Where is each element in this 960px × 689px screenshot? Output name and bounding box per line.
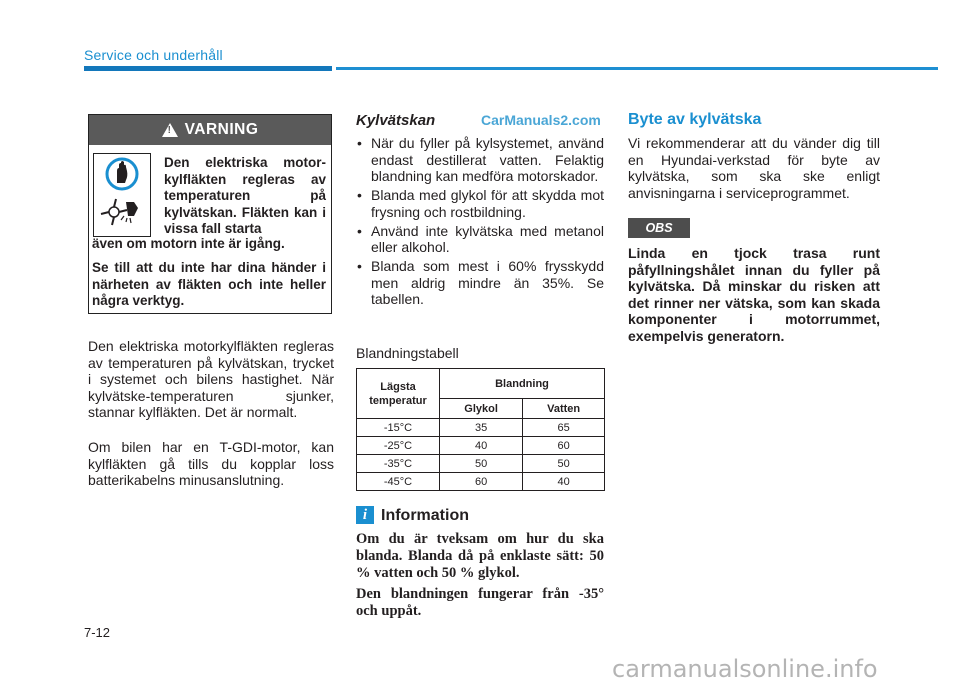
table-cell-temp: -15°C: [357, 419, 440, 437]
table-cell-temp: -35°C: [357, 455, 440, 473]
warning-icons-box: [93, 153, 151, 237]
warning-heading: VARNING: [184, 121, 259, 138]
table-row: [357, 473, 605, 491]
warning-second-paragraph: Se till att du inte har dina händer i närheten av fläkten och inte heller några verktyg.: [92, 260, 326, 308]
table-cell-glycol: 40: [440, 437, 523, 455]
info-title: Information: [381, 507, 469, 524]
table-header-glycol: Glykol: [440, 399, 523, 419]
coolant-bullet: • Blanda med glykol för att skydda mot frysning och rostbildning.: [356, 187, 604, 220]
table-cell-temp: -45°C: [357, 473, 440, 491]
table-cell-glycol: 35: [440, 419, 523, 437]
col1-paragraph-1: Den elektriska motorkylfläkten regleras av temperaturen på kylvätskan, trycket i systemet och bilens hastighet. När kylvätske-temperaturen sjunker, stannar kylfläkten. Det är normalt.: [88, 338, 334, 420]
footer-watermark: carmanualsonline.info: [612, 655, 878, 683]
coolant-change-paragraph: Vi rekommenderar att du vänder dig till en Hyundai-verkstad för byte av kylvätska, som ska ske enligt anvisningarna i serviceprogrammet.: [628, 135, 880, 201]
fan-blade-injury-icon: [101, 199, 138, 225]
table-row: [357, 455, 605, 473]
obs-text: Linda en tjock trasa runt påfyllningshålet innan du fyller på kylvätska. Då minskar du risken att det rinner ner vätska, som kan skada komponenter i motorrummet, exempelvis generatorn.: [628, 245, 880, 344]
table-header-lowest-temp: Lägsta temperatur: [357, 369, 440, 419]
table-label: Blandningstabell: [356, 345, 459, 361]
info-icon: i: [356, 506, 374, 524]
coolant-bullet: • Använd inte kylvätska med metanol eller alkohol.: [356, 223, 604, 256]
table-row: [357, 437, 605, 455]
coolant-heading: Kylvätskan: [356, 112, 436, 129]
table-cell-water: 60: [523, 437, 605, 455]
hand-warning-icon: [107, 159, 137, 189]
warning-triangle-icon: !: [162, 123, 178, 137]
table-cell-water: 50: [523, 455, 605, 473]
coolant-bullet-list: [356, 135, 604, 310]
table-cell-water: 40: [523, 473, 605, 491]
table-header-water: Vatten: [523, 399, 605, 419]
warning-header: [89, 115, 331, 145]
warning-box: [88, 114, 332, 314]
coolant-change-heading: Byte av kylvätska: [628, 111, 762, 128]
header-rule-light: [336, 67, 938, 70]
table-cell-glycol: 60: [440, 473, 523, 491]
page-number: 7-12: [84, 625, 111, 640]
header-rule-dark: [84, 66, 332, 71]
warning-side-text: Den elektriska motor-kylfläkten regleras av temperaturen på kylvätskan. Fläkten kan i vissa fall starta: [164, 155, 326, 236]
info-paragraph-1: Om du är tveksam om hur du ska blanda. Blanda då på enklaste sätt: 50 % vatten och 50 % glykol.: [356, 531, 604, 581]
obs-badge: OBS: [628, 218, 690, 238]
info-paragraph-2: Den blandningen fungerar från -35° och uppåt.: [356, 586, 604, 619]
carmanuals-watermark: CarManuals2.com: [481, 112, 601, 128]
mixing-table: [356, 368, 605, 491]
table-row: [357, 419, 605, 437]
table-cell-glycol: 50: [440, 455, 523, 473]
coolant-bullet: • Blanda som mest i 60% frysskydd men aldrig mindre än 35%. Se tabellen.: [356, 258, 604, 308]
section-title: Service och underhåll: [84, 47, 223, 63]
warning-tail-text: även om motorn inte är igång.: [92, 236, 285, 251]
table-cell-temp: -25°C: [357, 437, 440, 455]
table-cell-water: 65: [523, 419, 605, 437]
table-header-mix: Blandning: [440, 369, 605, 399]
warning-pictograms: [94, 154, 150, 236]
coolant-bullet: • När du fyller på kylsystemet, använd endast destillerat vatten. Felaktig blandning kan medföra motorskador.: [356, 135, 604, 185]
col1-paragraph-2: Om bilen har en T-GDI-motor, kan kylfläkten gå tills du kopplar loss batterikabelns minusanslutning.: [88, 439, 334, 488]
